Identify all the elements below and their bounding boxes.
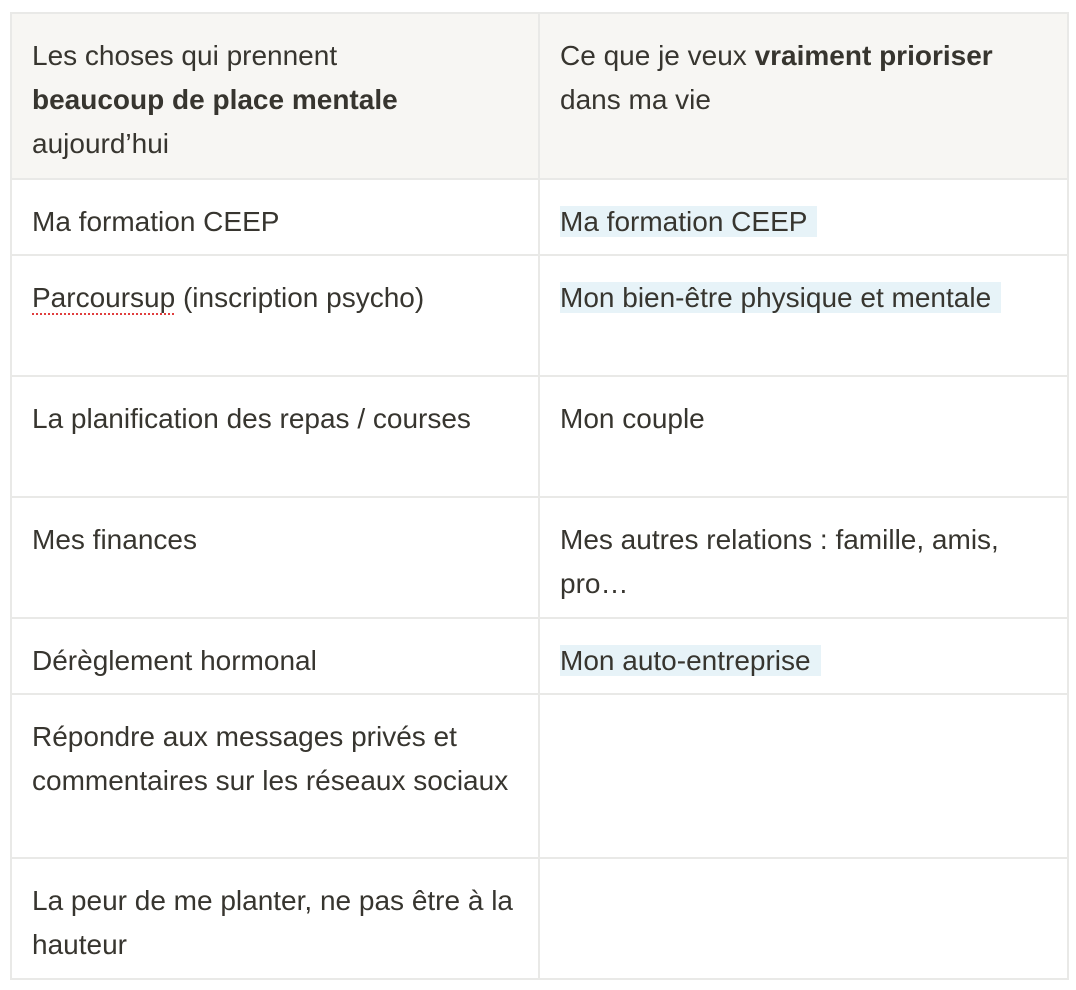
table-row [11,618,1068,694]
table-cell-right[interactable] [539,497,1068,618]
table-cell-left[interactable] [11,858,539,979]
table-cell-right-empty[interactable] [539,858,1068,979]
table-row [11,858,1068,979]
header-left-line1: Les choses qui prennent [32,40,338,71]
table-row [11,255,1068,376]
cell-text: Mes autres relations : famille, amis, pro… [560,524,999,599]
header-row [11,13,1068,179]
cell-text: Ma formation CEEP [32,206,280,237]
header-cell-mental-load[interactable] [11,13,539,179]
header-cell-priorities[interactable] [539,13,1068,179]
spellcheck-word[interactable]: Parcoursup [32,282,176,313]
table-cell-right[interactable] [539,376,1068,497]
cell-text: (inscription psycho) [175,282,425,313]
table-cell-left[interactable] [11,694,539,858]
cell-text: La peur de me planter, ne pas être à la hauteur [32,885,513,960]
table-cell-right[interactable] [539,255,1068,376]
cell-text: Mon couple [560,403,705,434]
table-row [11,694,1068,858]
highlighted-cell-text: Mon auto-entreprise [560,645,821,676]
table-cell-left[interactable] [11,255,539,376]
header-right-bold: vraiment prioriser [754,40,993,71]
cell-text: La planification des repas / courses [32,403,471,434]
table-cell-left[interactable] [11,618,539,694]
highlighted-cell-text: Mon bien-être physique et mentale [560,282,1001,313]
table-row [11,376,1068,497]
header-right-rest: dans ma vie [560,84,711,115]
table-cell-left[interactable] [11,179,539,255]
table-cell-left[interactable] [11,497,539,618]
table-cell-left[interactable] [11,376,539,497]
table-row [11,179,1068,255]
header-left-bold: beaucoup de place mentale [32,84,398,115]
table-cell-right[interactable] [539,618,1068,694]
table-cell-right[interactable] [539,179,1068,255]
cell-text: Dérèglement hormonal [32,645,317,676]
header-right-plain: Ce que je veux [560,40,755,71]
table-row [11,497,1068,618]
header-left-line3: aujourd’hui [32,128,169,159]
cell-text: Mes finances [32,524,197,555]
priorities-table [10,12,1069,980]
highlighted-cell-text: Ma formation CEEP [560,206,817,237]
table-cell-right-empty[interactable] [539,694,1068,858]
cell-text: Répondre aux messages privés et commentaires sur les réseaux sociaux [32,721,509,796]
